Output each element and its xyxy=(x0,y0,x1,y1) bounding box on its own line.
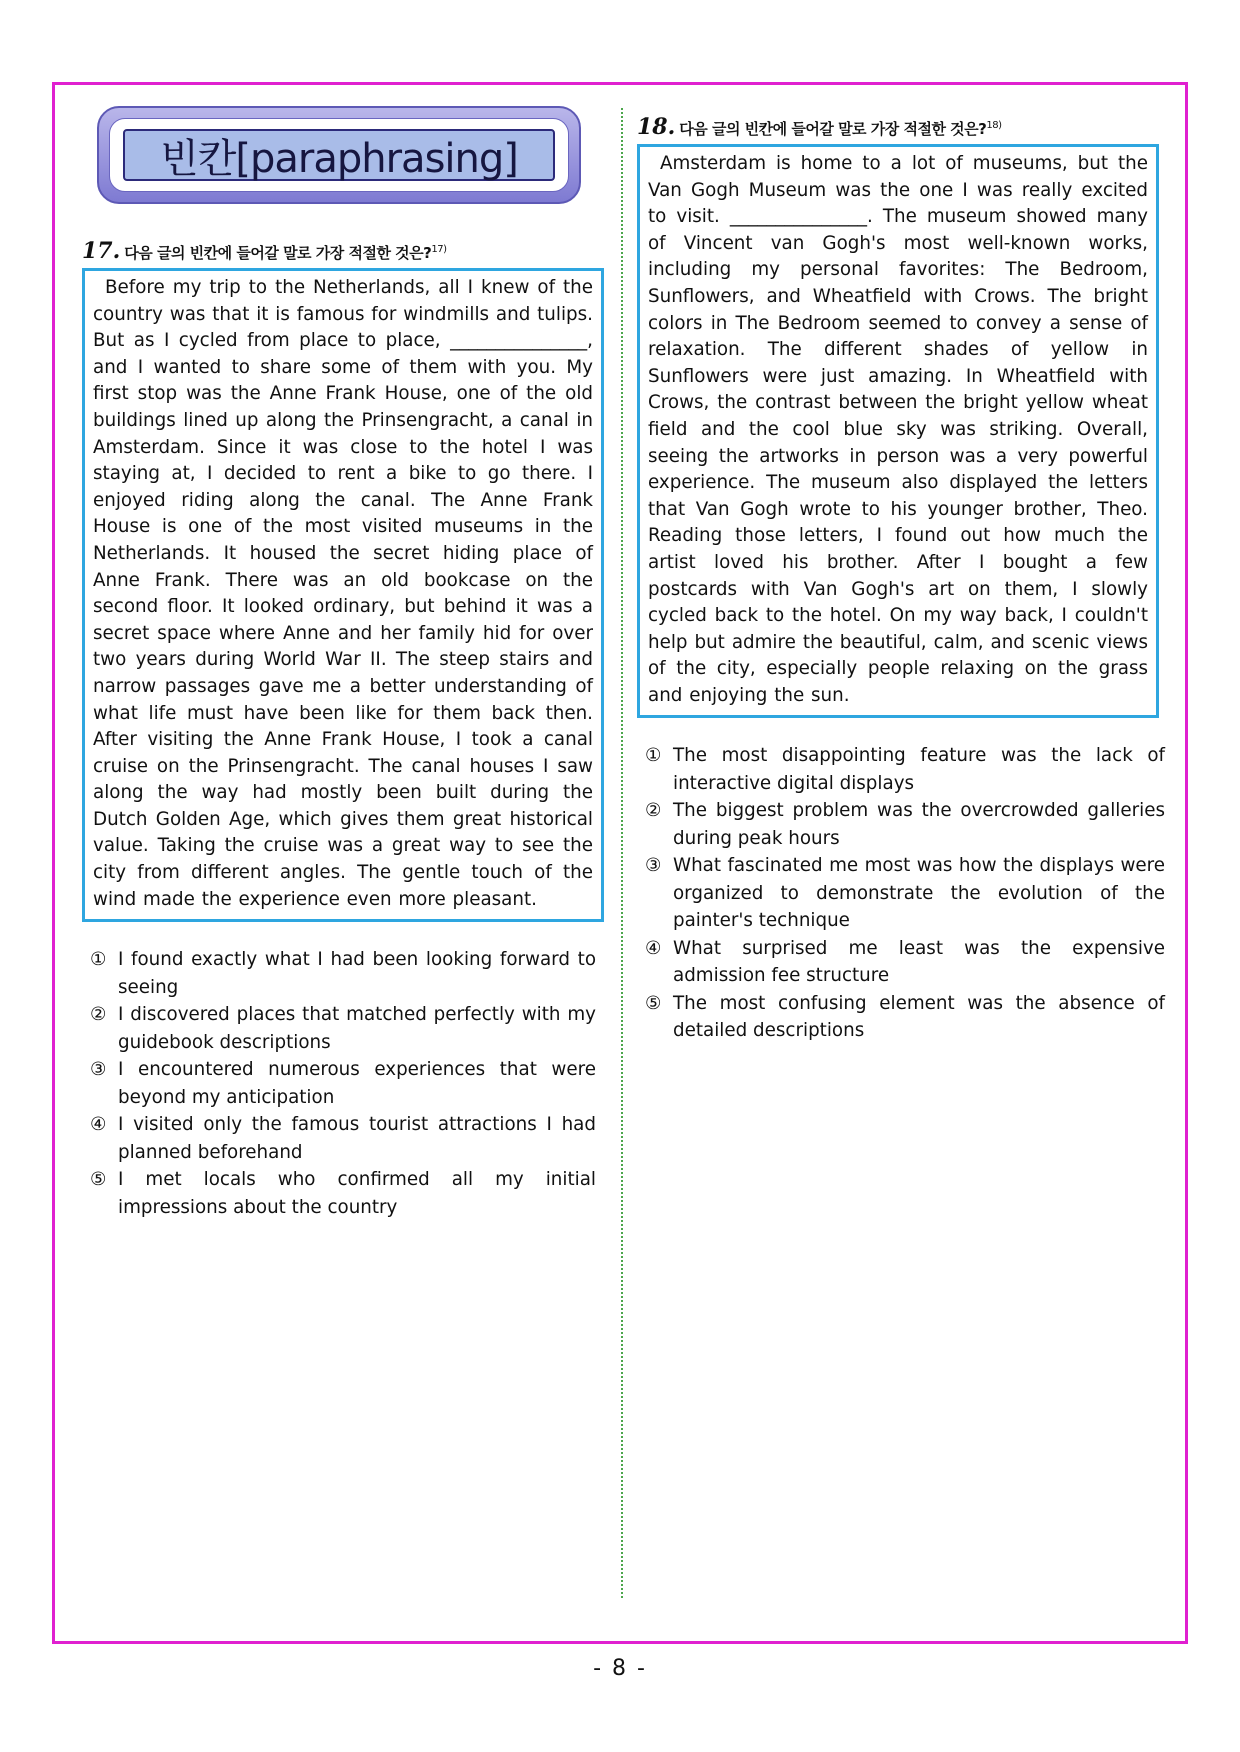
option-4[interactable]: ④ What surprised me least was the expensive admission fee structure xyxy=(645,937,1165,987)
option-3[interactable]: ③ What fascinated me most was how the displays were organized to demonstrate the evolution of the painter's technique xyxy=(645,855,1165,932)
option-4[interactable]: ④ I visited only the famous tourist attractions I had planned beforehand xyxy=(90,1114,596,1163)
question-number: 18. xyxy=(637,114,676,140)
option-3[interactable]: ③ I encountered numerous experiences that were beyond my anticipation xyxy=(90,1059,596,1108)
footnote-ref: 18) xyxy=(986,120,1002,131)
option-5[interactable]: ⑤ The most confusing element was the absence of detailed descriptions xyxy=(645,992,1165,1042)
right-column xyxy=(637,114,1165,1045)
page-number: - 8 - xyxy=(593,1656,647,1681)
question-17-header xyxy=(82,238,604,264)
question-17-passage: Before my trip to the Netherlands, all I knew of the country was that it is famous for windmills and tulips. But as I cycled from place to place, _______________, and I wanted to share some of them with you. My first stop was the Anne Frank House, one of the old buildings lined up along the Prinsengracht, a canal in Amsterdam. Since it was close to the hotel I was staying at, I decided to rent a bike to go there. I enjoyed riding along the canal. The Anne Frank House is one of the most visited museums in the Netherlands. It housed the secret hiding place of Anne Frank. There was an old bookcase on the second floor. It looked ordinary, but behind it was a secret space where Anne and her family hid for over two years during World War II. The steep stairs and narrow passages gave me a better understanding of what life must have been like for them back then. After visiting the Anne Frank House, I took a canal cruise on the Prinsengracht. The canal houses I saw along the way had mostly been built during the Dutch Golden Age, which gives them great historical value. Taking the cruise was a great way to see the city from different angles. The gentle touch of the wind made the experience even more pleasant. xyxy=(82,268,604,922)
option-1[interactable]: ① I found exactly what I had been looking forward to seeing xyxy=(90,949,596,998)
question-prompt: 다음 글의 빈칸에 들어갈 말로 가장 적절한 것은?$^{18)}$ xyxy=(679,120,1002,138)
question-number: 17. xyxy=(82,238,121,264)
left-column xyxy=(82,106,604,1221)
option-1[interactable]: ① The most disappointing feature was the lack of interactive digital displays xyxy=(645,745,1165,794)
question-prompt: 다음 글의 빈칸에 들어갈 말로 가장 적절한 것은?$^{17)}$ xyxy=(124,244,447,262)
question-18-options xyxy=(637,742,1165,1045)
option-2[interactable]: ② I discovered places that matched perfectly with my guidebook descriptions xyxy=(90,1004,596,1053)
section-title-banner xyxy=(97,106,581,204)
question-18-passage: Amsterdam is home to a lot of museums, but the Van Gogh Museum was the one I was really excited to visit. _______________. The museum showed many of Vincent van Gogh's most well-known works, including my personal favorites: The Bedroom, Sunflowers, and Wheatfield with Crows. The bright colors in The Bedroom seemed to convey a sense of relaxation. The different shades of yellow in Sunflowers were just amazing. In Wheatfield with Crows, the contrast between the bright yellow wheat field and the cool blue sky was striking. Overall, seeing the artworks in person was a very powerful experience. The museum also displayed the letters that Van Gogh wrote to his younger brother, Theo. Reading those letters, I found out how much the artist loved his brother. After I bought a few postcards with Van Gogh's art on them, I slowly cycled back to the hotel. On my way back, I couldn't help but admire the beautiful, calm, and scenic views of the city, especially people relaxing on the grass and enjoying the sun. xyxy=(637,144,1159,718)
column-divider xyxy=(621,108,623,1598)
question-18-header xyxy=(637,114,1165,140)
option-5[interactable]: ⑤ I met locals who confirmed all my initial impressions about the country xyxy=(90,1169,596,1218)
option-2[interactable]: ② The biggest problem was the overcrowded galleries during peak hours xyxy=(645,800,1165,849)
question-17-options xyxy=(82,946,596,1221)
footnote-ref: 17) xyxy=(431,244,447,255)
section-title: 빈칸[paraphrasing] xyxy=(160,135,518,182)
